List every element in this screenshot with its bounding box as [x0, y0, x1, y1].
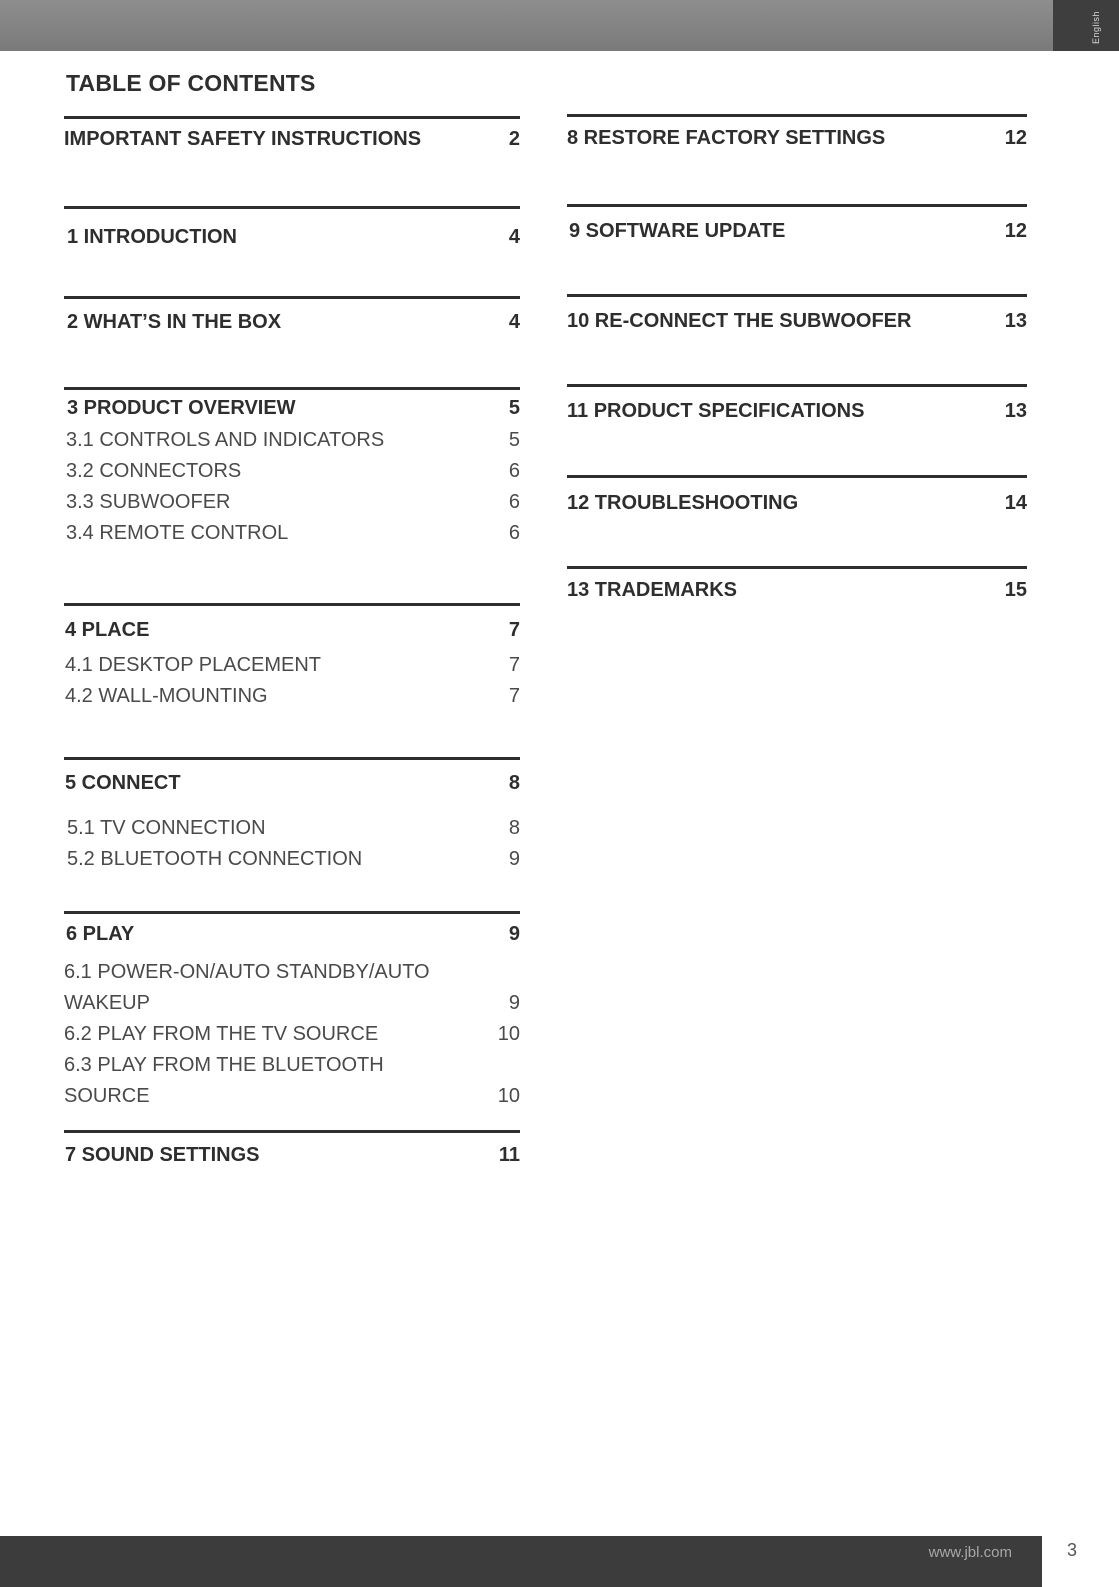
toc-entry-page: 8: [508, 772, 520, 794]
toc-entry-product-specifications[interactable]: [567, 400, 1027, 423]
toc-entry-whats-in-the-box[interactable]: [67, 311, 520, 334]
toc-entry-page: 7: [508, 619, 520, 641]
toc-entry-introduction[interactable]: [67, 226, 520, 249]
language-label: English: [1091, 10, 1101, 44]
toc-subentry-title: 6.3 PLAY FROM THE BLUETOOTH: [64, 1054, 384, 1076]
toc-section: [567, 384, 1027, 423]
toc-subentry[interactable]: [64, 1081, 520, 1112]
toc-subentry-title: 3.1 CONTROLS AND INDICATORS: [66, 429, 385, 451]
toc-entry-page: 4: [508, 311, 520, 333]
toc-entry-title: IMPORTANT SAFETY INSTRUCTIONS: [64, 128, 422, 150]
toc-subentry-title: WAKEUP: [64, 992, 150, 1014]
toc-subentry[interactable]: [64, 957, 520, 988]
toc-section: [64, 206, 520, 249]
toc-entry-play[interactable]: [66, 923, 520, 946]
toc-section: [64, 757, 520, 875]
toc-subentry-page: 6: [508, 460, 520, 482]
toc-subentry[interactable]: [66, 425, 520, 456]
toc-subentry-page: 5: [508, 429, 520, 451]
toc-entry-place[interactable]: [65, 619, 520, 642]
toc-subentry-page: 7: [508, 654, 520, 676]
toc-entry-title: 5 CONNECT: [65, 772, 181, 794]
toc-entry-page: 13: [1004, 310, 1027, 332]
toc-entry-title: 4 PLACE: [65, 619, 150, 641]
toc-subentry[interactable]: [67, 813, 520, 844]
toc-entry-page: 5: [508, 397, 520, 419]
toc-entry-page: 12: [1004, 127, 1027, 149]
toc-entry-title: 1 INTRODUCTION: [67, 226, 237, 248]
toc-subentry[interactable]: [64, 988, 520, 1019]
toc-entry-page: 14: [1004, 492, 1027, 514]
toc-section: [567, 566, 1027, 602]
toc-subentry-title: 6.2 PLAY FROM THE TV SOURCE: [64, 1023, 379, 1045]
toc-subentry-title: 4.1 DESKTOP PLACEMENT: [65, 654, 322, 676]
toc-entry-title: 9 SOFTWARE UPDATE: [569, 220, 786, 242]
toc-entry-software-update[interactable]: [569, 220, 1027, 243]
toc-subentry[interactable]: [66, 456, 520, 487]
toc-subentry[interactable]: [64, 1019, 520, 1050]
toc-entry-page: 12: [1004, 220, 1027, 242]
toc-entry-page: 2: [508, 128, 520, 150]
toc-subentry-title: 3.3 SUBWOOFER: [66, 491, 231, 513]
toc-entry-title: 2 WHAT’S IN THE BOX: [67, 311, 282, 333]
toc-section: [567, 294, 1027, 333]
toc-entry-title: 10 RE-CONNECT THE SUBWOOFER: [567, 310, 912, 332]
footer-bar: [0, 1536, 1042, 1587]
toc-entry-page: 15: [1004, 579, 1027, 601]
toc-section: [64, 603, 520, 712]
toc-entry-page: 4: [508, 226, 520, 248]
toc-entry-page: 11: [498, 1144, 520, 1166]
toc-subentry[interactable]: [64, 1050, 520, 1081]
toc-section: [567, 204, 1027, 243]
toc-subentry-title: 3.2 CONNECTORS: [66, 460, 242, 482]
toc-subentry-page: 9: [508, 992, 520, 1014]
toc-entry-title: 6 PLAY: [66, 923, 135, 945]
toc-subentry[interactable]: [67, 844, 520, 875]
toc-entry-title: 3 PRODUCT OVERVIEW: [67, 397, 296, 419]
toc-section: [64, 387, 520, 549]
toc-subentry-title: 4.2 WALL-MOUNTING: [65, 685, 268, 707]
toc-entry-product-overview[interactable]: [67, 397, 520, 420]
toc-entry-restore-factory-settings[interactable]: [567, 127, 1027, 150]
toc-subentry[interactable]: [65, 681, 520, 712]
toc-subentry-page: 10: [497, 1085, 520, 1107]
toc-subentry-title: 5.2 BLUETOOTH CONNECTION: [67, 848, 363, 870]
toc-section: [64, 296, 520, 334]
toc-section: [64, 116, 520, 151]
toc-entry-title: 13 TRADEMARKS: [567, 579, 738, 601]
toc-subentry-page: 8: [508, 817, 520, 839]
page-number: 3: [1067, 1540, 1078, 1560]
toc-subentry-page: 9: [508, 848, 520, 870]
toc-section: [567, 475, 1027, 515]
toc-entry-page: 9: [508, 923, 520, 945]
toc-entry-page: 13: [1004, 400, 1027, 422]
toc-entry-title: 11 PRODUCT SPECIFICATIONS: [567, 400, 865, 422]
toc-subentry[interactable]: [65, 650, 520, 681]
toc-subentry-title: SOURCE: [64, 1085, 150, 1107]
language-tab: [1053, 0, 1119, 51]
toc-subentry[interactable]: [66, 518, 520, 549]
toc-entry-title: 8 RESTORE FACTORY SETTINGS: [567, 127, 886, 149]
toc-subentry-title: 3.4 REMOTE CONTROL: [66, 522, 289, 544]
toc-entry-title: 7 SOUND SETTINGS: [65, 1144, 260, 1166]
toc-subentry[interactable]: [66, 487, 520, 518]
toc-subentry-title: 6.1 POWER-ON/AUTO STANDBY/AUTO: [64, 961, 430, 983]
toc-section: [64, 1130, 520, 1167]
toc-subentry-page: 6: [508, 491, 520, 513]
header-bar: [0, 0, 1053, 51]
toc-entry-trademarks[interactable]: [567, 579, 1027, 602]
toc-subentry-title: 5.1 TV CONNECTION: [67, 817, 266, 839]
toc-section: [567, 114, 1027, 150]
toc-section: [64, 911, 520, 1112]
toc-subentry-page: 7: [508, 685, 520, 707]
footer-url[interactable]: www.jbl.com: [928, 1544, 1012, 1561]
toc-entry-title: 12 TROUBLESHOOTING: [567, 492, 799, 514]
toc-entry-connect[interactable]: [65, 772, 520, 795]
toc-subentry-page: 6: [508, 522, 520, 544]
toc-entry-sound-settings[interactable]: [65, 1144, 520, 1167]
page-title: TABLE OF CONTENTS: [66, 70, 316, 96]
toc-entry-safety[interactable]: [64, 128, 520, 151]
toc-entry-troubleshooting[interactable]: [567, 492, 1027, 515]
toc-entry-reconnect-subwoofer[interactable]: [567, 310, 1027, 333]
toc-subentry-page: 10: [497, 1023, 520, 1045]
